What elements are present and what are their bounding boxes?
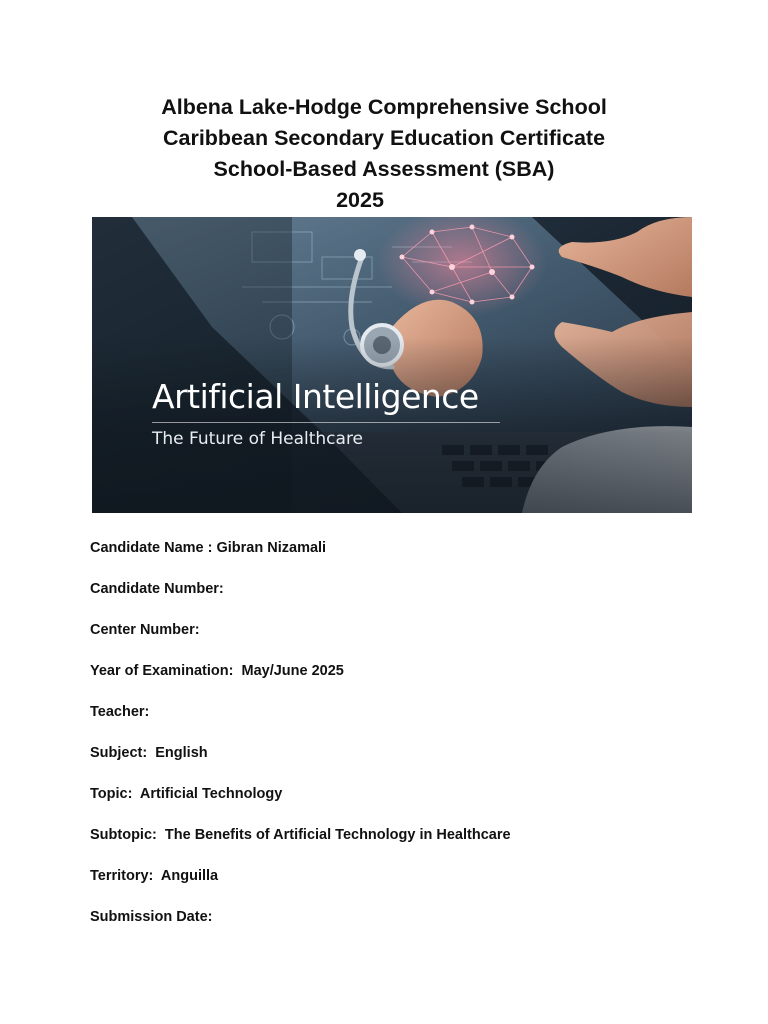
ai-healthcare-banner [92,217,692,513]
field-subtopic: Subtopic: The Benefits of Artificial Technology in Healthcare [90,827,511,843]
banner-subtitle: The Future of Healthcare [152,429,364,449]
ai-healthcare-laptop-stethoscope-brain-image [92,217,692,513]
school-name: Albena Lake-Hodge Comprehensive School [161,95,607,119]
field-subject: Subject: English [90,745,208,761]
field-candidate-name: Candidate Name : Gibran Nizamali [90,540,327,556]
banner-divider [152,422,500,423]
field-submission-date: Submission Date: [90,909,213,925]
assessment-year: 2025 [336,188,384,212]
certificate-name: Caribbean Secondary Education Certificate [162,126,606,150]
document-title [0,92,768,216]
field-topic: Topic: Artificial Technology [90,786,283,802]
field-year-of-examination: Year of Examination: May/June 2025 [90,663,344,679]
field-teacher: Teacher: [90,704,150,720]
assessment-name: School-Based Assessment (SBA) [213,157,555,181]
banner-title: Artificial Intelligence [152,377,479,416]
candidate-details [90,538,730,948]
field-territory: Territory: Anguilla [90,868,219,884]
field-center-number: Center Number: [90,622,200,638]
field-candidate-number: Candidate Number: [90,581,224,597]
